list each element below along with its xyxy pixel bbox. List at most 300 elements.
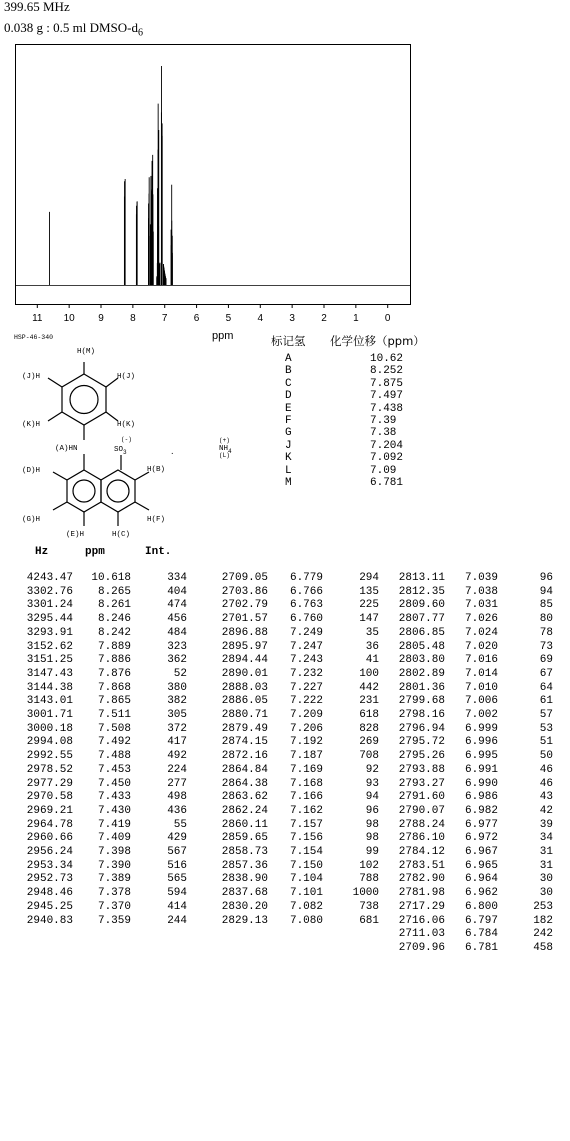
cell-int: 708 (359, 750, 379, 763)
cell-int: 565 (167, 873, 187, 886)
table-row (211, 613, 379, 627)
cell-int: 224 (167, 763, 187, 776)
assignment-shift: 10.62 (370, 353, 404, 365)
cell-hz: 2863.62 (221, 791, 268, 804)
table-row (211, 915, 379, 929)
cell-ppm: 7.227 (289, 681, 323, 694)
cell-int: 567 (167, 846, 187, 859)
cell-int: 1000 (352, 887, 379, 900)
cell-ppm: 6.986 (464, 791, 498, 804)
cell-int: 100 (359, 667, 379, 680)
cell-int: 484 (167, 626, 187, 639)
x-tick-label-7: 4 (257, 313, 264, 324)
bond-hj-left (48, 378, 62, 387)
assignment-shift: 7.39 (370, 415, 397, 427)
cell-hz: 2874.15 (221, 736, 268, 749)
table-row (211, 901, 379, 915)
bond-hk-left (48, 412, 62, 421)
cell-hz: 2798.16 (398, 709, 445, 722)
cell-hz: 2956.24 (26, 846, 73, 859)
label-hd: (D)H (22, 467, 41, 475)
cell-int: 96 (365, 804, 379, 817)
peak-table-col-2 (211, 572, 379, 928)
table-row (388, 791, 553, 805)
label-so3 (114, 446, 127, 456)
cell-hz: 2977.29 (26, 777, 73, 790)
cell-ppm: 6.965 (464, 859, 498, 872)
cell-hz: 2838.90 (221, 873, 268, 886)
table-row (388, 736, 553, 750)
bond-hk-right (106, 412, 118, 421)
table-row (211, 846, 379, 860)
table-row (16, 778, 187, 792)
assignment-header-shift: 化学位移（ppm） (330, 334, 425, 348)
naphthalene-ring-left (67, 470, 101, 512)
cell-hz: 2952.73 (26, 873, 73, 886)
cell-int: 43 (539, 791, 553, 804)
cell-int: 372 (167, 722, 187, 735)
assignment-label: L (285, 464, 292, 477)
cell-int: 85 (539, 599, 553, 612)
cell-ppm: 7.450 (97, 777, 131, 790)
cell-int: 31 (539, 859, 553, 872)
x-tick-label-8: 3 (289, 313, 295, 324)
cell-hz: 2879.49 (221, 722, 268, 735)
cell-int: 380 (167, 681, 187, 694)
table-row (388, 723, 553, 737)
cell-hz: 2805.48 (398, 640, 445, 653)
cell-ppm: 7.031 (464, 599, 498, 612)
peak-table-col-3 (388, 572, 553, 956)
table-row (388, 641, 553, 655)
table-row (388, 668, 553, 682)
cell-hz: 3147.43 (26, 667, 73, 680)
cell-ppm: 7.378 (97, 887, 131, 900)
table-row (211, 723, 379, 737)
cell-int: 36 (365, 640, 379, 653)
cell-ppm: 6.781 (464, 941, 498, 954)
cell-hz: 2703.86 (221, 585, 268, 598)
x-tick-label-4: 7 (161, 313, 168, 324)
table-row (16, 791, 187, 805)
table-row (388, 832, 553, 846)
table-row (16, 832, 187, 846)
cell-hz: 2806.85 (398, 626, 445, 639)
cell-int: 442 (359, 681, 379, 694)
table-row (211, 682, 379, 696)
table-row (211, 750, 379, 764)
table-row (388, 586, 553, 600)
cell-ppm: 6.977 (464, 818, 498, 831)
cell-int: 269 (359, 736, 379, 749)
label-hk-left: (K)H (22, 421, 41, 429)
cell-int: 30 (539, 887, 553, 900)
cell-int: 182 (533, 914, 553, 927)
table-row (211, 654, 379, 668)
assignment-label: D (285, 390, 292, 403)
cell-ppm: 7.006 (464, 695, 498, 708)
cell-hz: 2799.68 (398, 695, 445, 708)
cell-hz: 2709.96 (398, 941, 445, 954)
table-row (388, 901, 553, 915)
label-nh4-main: NH (219, 445, 229, 453)
cell-ppm: 6.760 (289, 613, 323, 626)
cell-ppm: 6.766 (289, 585, 323, 598)
cell-hz: 2872.16 (221, 750, 268, 763)
table-row (388, 709, 553, 723)
cell-hz: 2948.46 (26, 887, 73, 900)
cell-hz: 3152.62 (26, 640, 73, 653)
cell-hz: 2860.11 (221, 818, 268, 831)
assignment-shift: 7.875 (370, 377, 404, 390)
cell-ppm: 7.026 (464, 613, 498, 626)
cell-int: 99 (365, 846, 379, 859)
table-row (388, 873, 553, 887)
assignment-label: F (285, 415, 292, 427)
table-row (388, 627, 553, 641)
cell-ppm: 7.162 (289, 804, 323, 817)
cell-int: 253 (533, 900, 553, 913)
table-row (388, 695, 553, 709)
phenyl-ring (62, 374, 106, 425)
table-row (211, 709, 379, 723)
cell-hz: 3293.91 (26, 626, 73, 639)
cell-hz: 2793.88 (398, 763, 445, 776)
table-row (16, 764, 187, 778)
molecule-structure (0, 330, 260, 545)
cell-int: 94 (539, 585, 553, 598)
cell-int: 305 (167, 709, 187, 722)
cell-int: 277 (167, 777, 187, 790)
table-row (16, 572, 187, 586)
cell-int: 55 (173, 818, 187, 831)
table-row (388, 613, 553, 627)
table-row (211, 860, 379, 874)
cell-hz: 2970.58 (26, 791, 73, 804)
naph-aromatic-circle-left (73, 480, 95, 502)
cell-int: 738 (359, 900, 379, 913)
table-row (388, 654, 553, 668)
assignment-shift: 7.38 (370, 427, 397, 440)
cell-int: 31 (539, 846, 553, 859)
cell-ppm: 7.150 (289, 859, 323, 872)
cell-ppm: 7.868 (97, 681, 131, 694)
table-row (211, 873, 379, 887)
naphthalene-ring-right (101, 470, 135, 512)
cell-int: 334 (167, 572, 187, 584)
cell-int: 294 (359, 572, 379, 584)
table-row (388, 599, 553, 613)
cell-ppm: 7.016 (464, 654, 498, 667)
cell-ppm: 6.982 (464, 804, 498, 817)
cell-int: 39 (539, 818, 553, 831)
cell-ppm: 6.967 (464, 846, 498, 859)
table-row (388, 764, 553, 778)
cell-int: 41 (365, 654, 379, 667)
plot-frame (16, 45, 411, 305)
cell-int: 429 (167, 832, 187, 845)
table-row (388, 887, 553, 901)
cell-ppm: 7.390 (97, 859, 131, 872)
cell-ppm: 7.430 (97, 804, 131, 817)
cell-ppm: 7.168 (289, 777, 323, 790)
cell-ppm: 7.889 (97, 640, 131, 653)
x-tick-label-0: 11 (32, 313, 43, 324)
cell-ppm: 7.002 (464, 709, 498, 722)
cell-int: 681 (359, 914, 379, 927)
cell-hz: 2801.36 (398, 681, 445, 694)
cell-ppm: 7.488 (97, 750, 131, 763)
nmr-spectrum-chart (0, 0, 570, 345)
spectrometer-frequency: 399.65 MHz (4, 0, 70, 14)
table-row (211, 764, 379, 778)
cell-hz: 2858.73 (221, 846, 268, 859)
assignment-shift: 7.204 (370, 439, 404, 452)
cell-ppm: 6.972 (464, 832, 498, 845)
cell-ppm: 6.964 (464, 873, 498, 886)
cell-hz: 2864.84 (221, 763, 268, 776)
cell-int: 147 (359, 613, 379, 626)
cell-hz: 2716.06 (398, 914, 445, 927)
cell-ppm: 7.104 (289, 873, 323, 886)
table-row (211, 586, 379, 600)
cell-ppm: 7.101 (289, 887, 323, 900)
table-row (211, 832, 379, 846)
cell-int: 73 (539, 640, 553, 653)
cell-hz: 2807.77 (398, 613, 445, 626)
table-row (16, 599, 187, 613)
cell-hz: 3001.71 (26, 709, 73, 722)
table-row (388, 860, 553, 874)
cell-ppm: 7.039 (464, 572, 498, 584)
table-row (16, 627, 187, 641)
assignment-shift: 7.497 (370, 390, 404, 403)
label-he: (E)H (66, 531, 85, 539)
cell-int: 135 (359, 585, 379, 598)
table-row (211, 695, 379, 709)
cell-hz: 2795.26 (398, 750, 445, 763)
sample-info-main: 0.038 g : 0.5 ml DMSO-d (4, 20, 138, 35)
cell-hz: 2717.29 (398, 900, 445, 913)
cell-int: 474 (167, 599, 187, 612)
cell-hz: 2802.89 (398, 667, 445, 680)
cell-ppm: 7.024 (464, 626, 498, 639)
cell-ppm: 7.876 (97, 667, 131, 680)
cell-ppm: 7.398 (97, 846, 131, 859)
table-row (211, 819, 379, 833)
table-row (16, 819, 187, 833)
cell-hz: 2701.57 (221, 613, 268, 626)
table-row (388, 915, 553, 929)
cell-int: 828 (359, 722, 379, 735)
label-nh: (A)HN (55, 445, 78, 453)
cell-ppm: 7.370 (97, 900, 131, 913)
cell-int: 231 (359, 695, 379, 708)
cell-hz: 3295.44 (26, 613, 73, 626)
cell-int: 788 (359, 873, 379, 886)
cell-hz: 2978.52 (26, 763, 73, 776)
cell-hz: 2786.10 (398, 832, 445, 845)
cell-ppm: 7.886 (97, 654, 131, 667)
cell-int: 64 (539, 681, 553, 694)
assignment-shift: 6.781 (370, 477, 404, 489)
cell-hz: 2796.94 (398, 722, 445, 735)
x-tick-label-10: 1 (353, 313, 359, 324)
cell-int: 80 (539, 613, 553, 626)
x-tick-label-6: 5 (225, 313, 232, 324)
cell-int: 93 (365, 777, 379, 790)
cell-ppm: 7.508 (97, 722, 131, 735)
cell-ppm: 6.779 (289, 572, 323, 584)
sample-info-subscript: 6 (137, 27, 143, 39)
table-row (211, 805, 379, 819)
cell-int: 98 (365, 832, 379, 845)
naph-aromatic-circle-right (107, 480, 129, 502)
cell-ppm: 7.038 (464, 585, 498, 598)
cell-ppm: 7.192 (289, 736, 323, 749)
table-row (388, 750, 553, 764)
table-row (16, 654, 187, 668)
cell-hz: 2803.80 (398, 654, 445, 667)
cell-int: 46 (539, 763, 553, 776)
cell-hz: 2795.72 (398, 736, 445, 749)
table-row (16, 901, 187, 915)
cell-int: 498 (167, 791, 187, 804)
cell-ppm: 8.261 (97, 599, 131, 612)
cell-hz: 2862.24 (221, 804, 268, 817)
cell-int: 244 (167, 914, 187, 927)
cell-hz: 2960.66 (26, 832, 73, 845)
table-row (16, 695, 187, 709)
cell-int: 456 (167, 613, 187, 626)
cell-ppm: 7.249 (289, 626, 323, 639)
cell-int: 516 (167, 859, 187, 872)
table-row (211, 887, 379, 901)
cell-int: 67 (539, 667, 553, 680)
cell-ppm: 7.419 (97, 818, 131, 831)
assignment-shift: 7.092 (370, 452, 404, 465)
cell-int: 94 (365, 791, 379, 804)
cell-ppm: 7.209 (289, 709, 323, 722)
x-axis-label: ppm (212, 330, 234, 342)
cell-int: 242 (533, 928, 553, 941)
label-so3-main: SO (114, 446, 124, 454)
cell-ppm: 8.265 (97, 585, 131, 598)
cell-int: 382 (167, 695, 187, 708)
assignment-label: K (285, 452, 292, 465)
x-tick-label-2: 9 (98, 313, 104, 324)
cell-ppm: 6.763 (289, 599, 323, 612)
cell-hz: 2809.60 (398, 599, 445, 612)
table-row (16, 887, 187, 901)
table-row (16, 750, 187, 764)
assignment-label: J (285, 439, 292, 452)
cell-ppm: 7.187 (289, 750, 323, 763)
cell-int: 436 (167, 804, 187, 817)
cell-ppm: 7.014 (464, 667, 498, 680)
table-row (388, 846, 553, 860)
label-hk-right: H(K) (117, 421, 136, 429)
cell-ppm: 7.409 (97, 832, 131, 845)
cell-ppm: 6.990 (464, 777, 498, 790)
cell-int: 46 (539, 777, 553, 790)
cell-hz: 2782.90 (398, 873, 445, 886)
cell-ppm: 7.232 (289, 667, 323, 680)
cell-ppm: 7.389 (97, 873, 131, 886)
peak-table-header-ppm: ppm (85, 546, 105, 558)
label-hj-right: H(J) (117, 373, 136, 381)
cell-hz: 2880.71 (221, 709, 268, 722)
table-row (211, 641, 379, 655)
cell-hz: 2788.24 (398, 818, 445, 831)
cell-hz: 2791.60 (398, 791, 445, 804)
cell-int: 362 (167, 654, 187, 667)
assignment-label: G (285, 427, 292, 440)
label-hj-left: (J)H (22, 373, 41, 381)
table-row (16, 641, 187, 655)
peak-table-header-hz: Hz (35, 546, 49, 558)
cell-hz: 2859.65 (221, 832, 268, 845)
table-row (211, 627, 379, 641)
label-nh4-l: (L) (219, 452, 230, 459)
cell-hz: 2784.12 (398, 846, 445, 859)
label-hf: H(F) (147, 516, 166, 524)
table-row (16, 915, 187, 929)
x-tick-label-1: 10 (63, 313, 75, 324)
bond-hf (135, 502, 149, 510)
assignment-shift: 7.438 (370, 402, 404, 415)
cell-int: 92 (365, 763, 379, 776)
bond-hd (53, 472, 67, 480)
cell-int: 323 (167, 640, 187, 653)
table-row (388, 819, 553, 833)
table-row (16, 682, 187, 696)
cell-hz: 2793.27 (398, 777, 445, 790)
cell-hz: 2994.08 (26, 736, 73, 749)
cell-int: 96 (539, 572, 553, 584)
cell-ppm: 6.800 (464, 900, 498, 913)
table-row (388, 805, 553, 819)
cell-int: 30 (539, 873, 553, 886)
cell-ppm: 7.156 (289, 832, 323, 845)
assignment-label: E (285, 402, 292, 415)
table-row (16, 668, 187, 682)
cell-ppm: 7.359 (97, 914, 131, 927)
cell-ppm: 8.242 (97, 626, 131, 639)
cell-ppm: 7.206 (289, 722, 323, 735)
cell-hz: 2896.88 (221, 626, 268, 639)
peak-table-header-int: Int. (145, 546, 172, 558)
cell-ppm: 7.082 (289, 900, 323, 913)
label-hc: H(C) (112, 531, 131, 539)
cell-hz: 2992.55 (26, 750, 73, 763)
cell-ppm: 7.453 (97, 763, 131, 776)
x-tick-label-9: 2 (321, 313, 327, 324)
cell-hz: 2702.79 (221, 599, 268, 612)
cell-ppm: 7.154 (289, 846, 323, 859)
cell-ppm: 6.962 (464, 887, 498, 900)
cell-int: 458 (533, 941, 553, 954)
cell-hz: 2969.21 (26, 804, 73, 817)
cell-int: 414 (167, 900, 187, 913)
cell-ppm: 7.020 (464, 640, 498, 653)
table-row (388, 682, 553, 696)
x-tick-label-11: 0 (384, 313, 391, 324)
table-row (16, 873, 187, 887)
assignment-header-label: 标记氢 (271, 334, 306, 348)
phenyl-aromatic-circle (70, 386, 98, 414)
cell-ppm: 7.169 (289, 763, 323, 776)
